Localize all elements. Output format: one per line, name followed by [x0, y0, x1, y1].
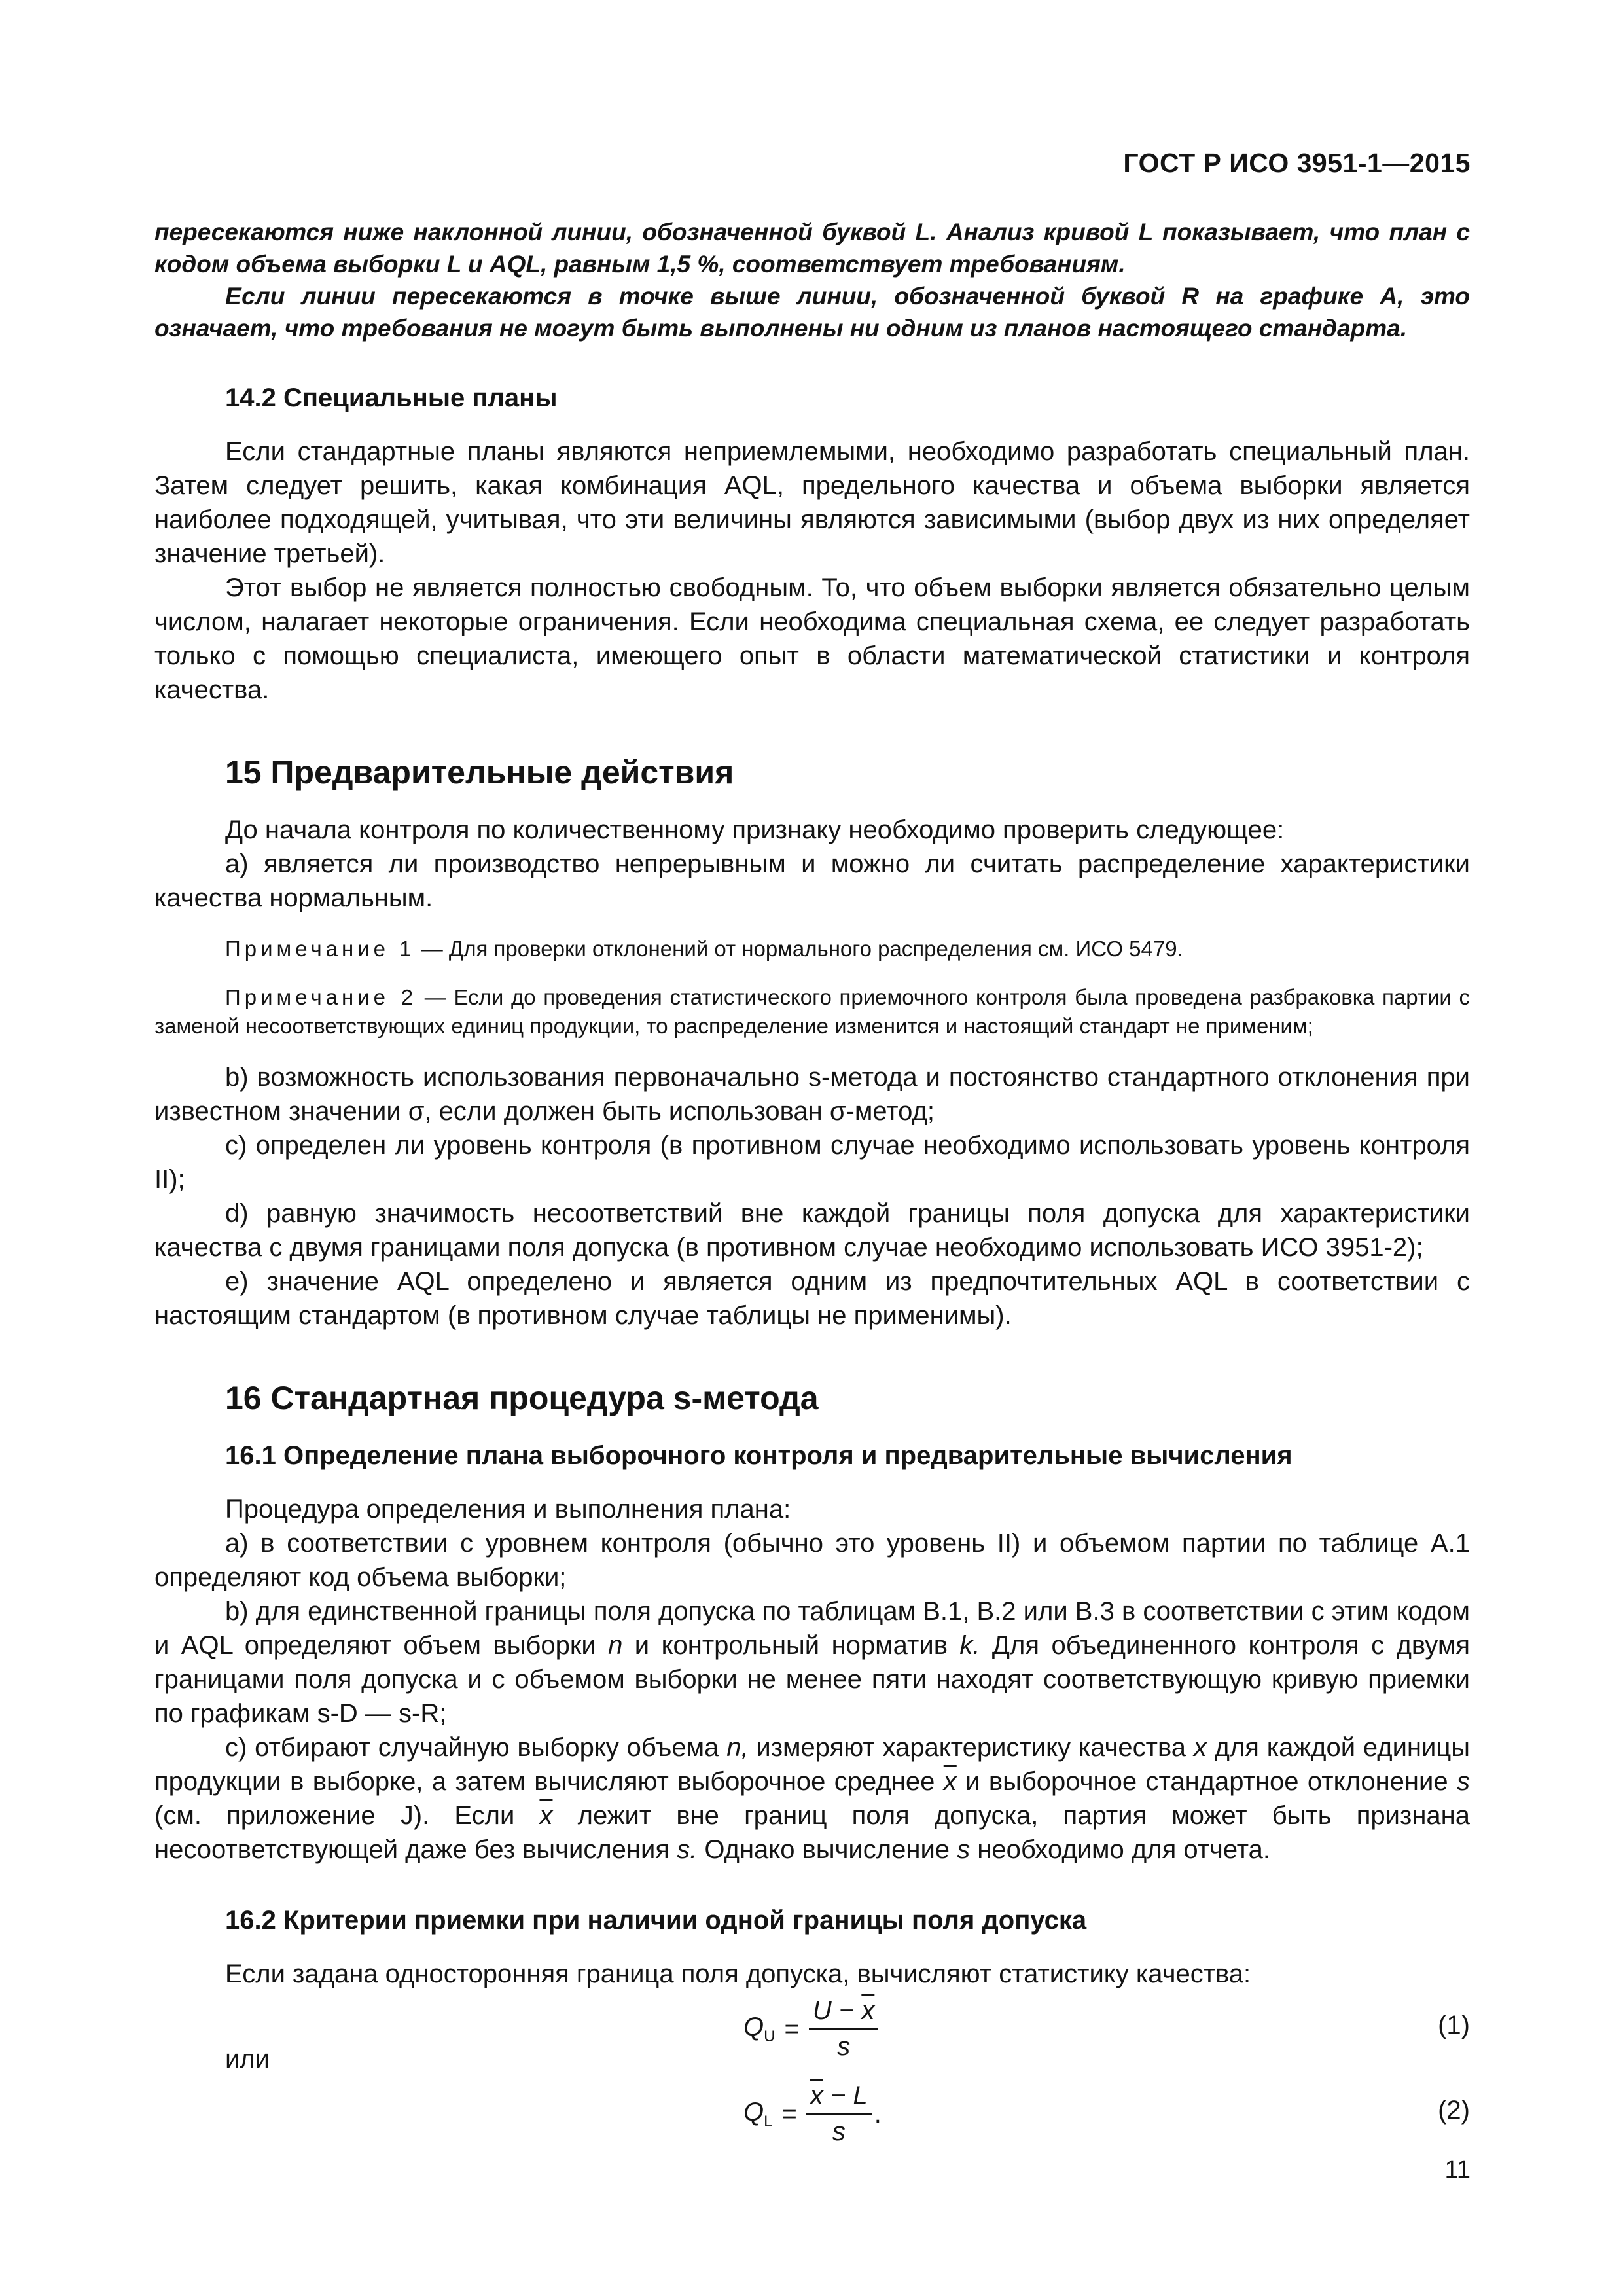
document-body — [154, 216, 1470, 2155]
formulas-block — [154, 1991, 1470, 2155]
formula-1-number: (1) — [1438, 2011, 1470, 2039]
page-number: 11 — [1444, 2156, 1471, 2183]
section-16-1-item-a: а) в соответствии с уровнем контроля (обычно это уровень II) и объемом партии по таблице А.1 определяют код объема выборки; — [154, 1529, 1470, 1592]
section-16-1-title: 16.1 Определение плана выборочного контроля и предварительные вычисления — [225, 1441, 1293, 1470]
note-1-text: — Для проверки отклонений от нормального распределения см. ИСО 5479. — [421, 937, 1183, 961]
section-15-note-2 — [154, 983, 1470, 1041]
section-14-2-title: 14.2 Специальные планы — [225, 384, 558, 412]
intro-paragraph-2: Если линии пересекаются в точке выше линии, обозначенной буквой R на графике А, это означает, что требования не могут быть выполнены ни одним из планов настоящего стандарта. — [154, 283, 1470, 342]
section-15-title: 15 Предварительные действия — [225, 754, 734, 791]
section-16-1-item-b: b) для единственной границы поля допуска по таблицам В.1, В.2 или В.3 в соответствии с этим кодом и AQL определяют объем выборки n и контрольный норматив k. Для объединенного контроля с двумя границами поля допуска и с объемом выборки не менее пяти находят соответствующую кривую приемки по графикам s-D — s-R; — [154, 1597, 1470, 1728]
section-15-item-d: d) равную значимость несоответствий вне каждой границы поля допуска для характеристики качества с двумя границами поля допуска (в противном случае необходимо использовать ИСО 3951-2); — [154, 1199, 1470, 1262]
note-1-label: Примечание 1 — [225, 937, 416, 961]
section-16-2-title: 16.2 Критерии приемки при наличии одной границы поля допуска — [225, 1906, 1087, 1935]
document-code-header: ГОСТ Р ИСО 3951-1—2015 — [1123, 148, 1471, 178]
variable-k: k. — [959, 1631, 980, 1660]
section-15-lead: До начала контроля по количественному признаку необходимо проверить следующее: — [225, 816, 1285, 844]
section-16-title: 16 Стандартная процедура s-метода — [225, 1380, 819, 1416]
section-15-item-a: а) является ли производство непрерывным и можно ли считать распределение характеристики качества нормальным. — [154, 850, 1470, 912]
section-15-item-e: е) значение AQL определено и является одним из предпочтительных AQL в соответствии с настоящим стандартом (в противном случае таблицы не применимы). — [154, 1267, 1470, 1330]
intro-paragraph-1: пересекаются ниже наклонной линии, обозначенной буквой L. Анализ кривой L показывает, что план с кодом объема выборки L и AQL, равным 1,5 %, соответствует требованиям. — [154, 219, 1470, 278]
variable-n: n — [608, 1631, 623, 1660]
section-15-item-c: с) определен ли уровень контроля (в противном случае необходимо использовать уровень контроля II); — [154, 1131, 1470, 1194]
section-16-1-item-c: с) отбирают случайную выборку объема n, измеряют характеристику качества x для каждой единицы продукции в выборке, а затем вычисляют выборочное среднее $\overline{x}$ и выборочное стандартное отклонение s (см. приложение J). Если $\overline{x}$ лежит вне границ поля допуска, партия может быть признана несоответствующей даже без вычисления s. Однако вычисление s необходимо для отчета. — [154, 1733, 1471, 1864]
formula-2: $Q_L$ = $\frac{\overline{x} - L}{s}$ . — [743, 2081, 882, 2146]
section-16-2-lead: Если задана односторонняя граница поля допуска, вычисляют статистику качества: — [225, 1960, 1251, 1988]
formula-1: $Q_U$ = $\frac{U - \overline{x}}{s}$ — [743, 1996, 878, 2062]
section-16-1-lead: Процедура определения и выполнения плана: — [225, 1495, 791, 1524]
section-15-item-b: b) возможность использования первоначально s-метода и постоянство стандартного отклонения при известном значении σ, если должен быть использован σ-метод; — [154, 1063, 1470, 1126]
or-word: или — [225, 2045, 270, 2073]
section-14-2-paragraph-2: Этот выбор не является полностью свободным. То, что объем выборки является обязательно целым числом, налагает некоторые ограничения. Если необходима специальная схема, ее следует разработать только с помощью специалиста, имеющего опыт в области математической статистики и контроля качества. — [154, 573, 1470, 704]
section-15-note-1 — [154, 935, 1470, 963]
note-2-text: — Если до проведения статистического приемочного контроля была проведена разбраковка партии с заменой несоответствующих единиц продукции, то распределение изменится и настоящий стандарт не применим; — [154, 985, 1471, 1038]
formula-2-number: (2) — [1438, 2096, 1470, 2125]
section-14-2-paragraph-1: Если стандартные планы являются неприемлемыми, необходимо разработать специальный план. Затем следует решить, какая комбинация AQL, предельного качества и объема выборки является наиболее подходящей, учитывая, что эти величины являются зависимыми (выбор двух из них определяет значение третьей). — [154, 437, 1470, 568]
note-2-label: Примечание 2 — [225, 985, 418, 1009]
variable-x-bar: $\overline{x}$ — [943, 1767, 957, 1796]
